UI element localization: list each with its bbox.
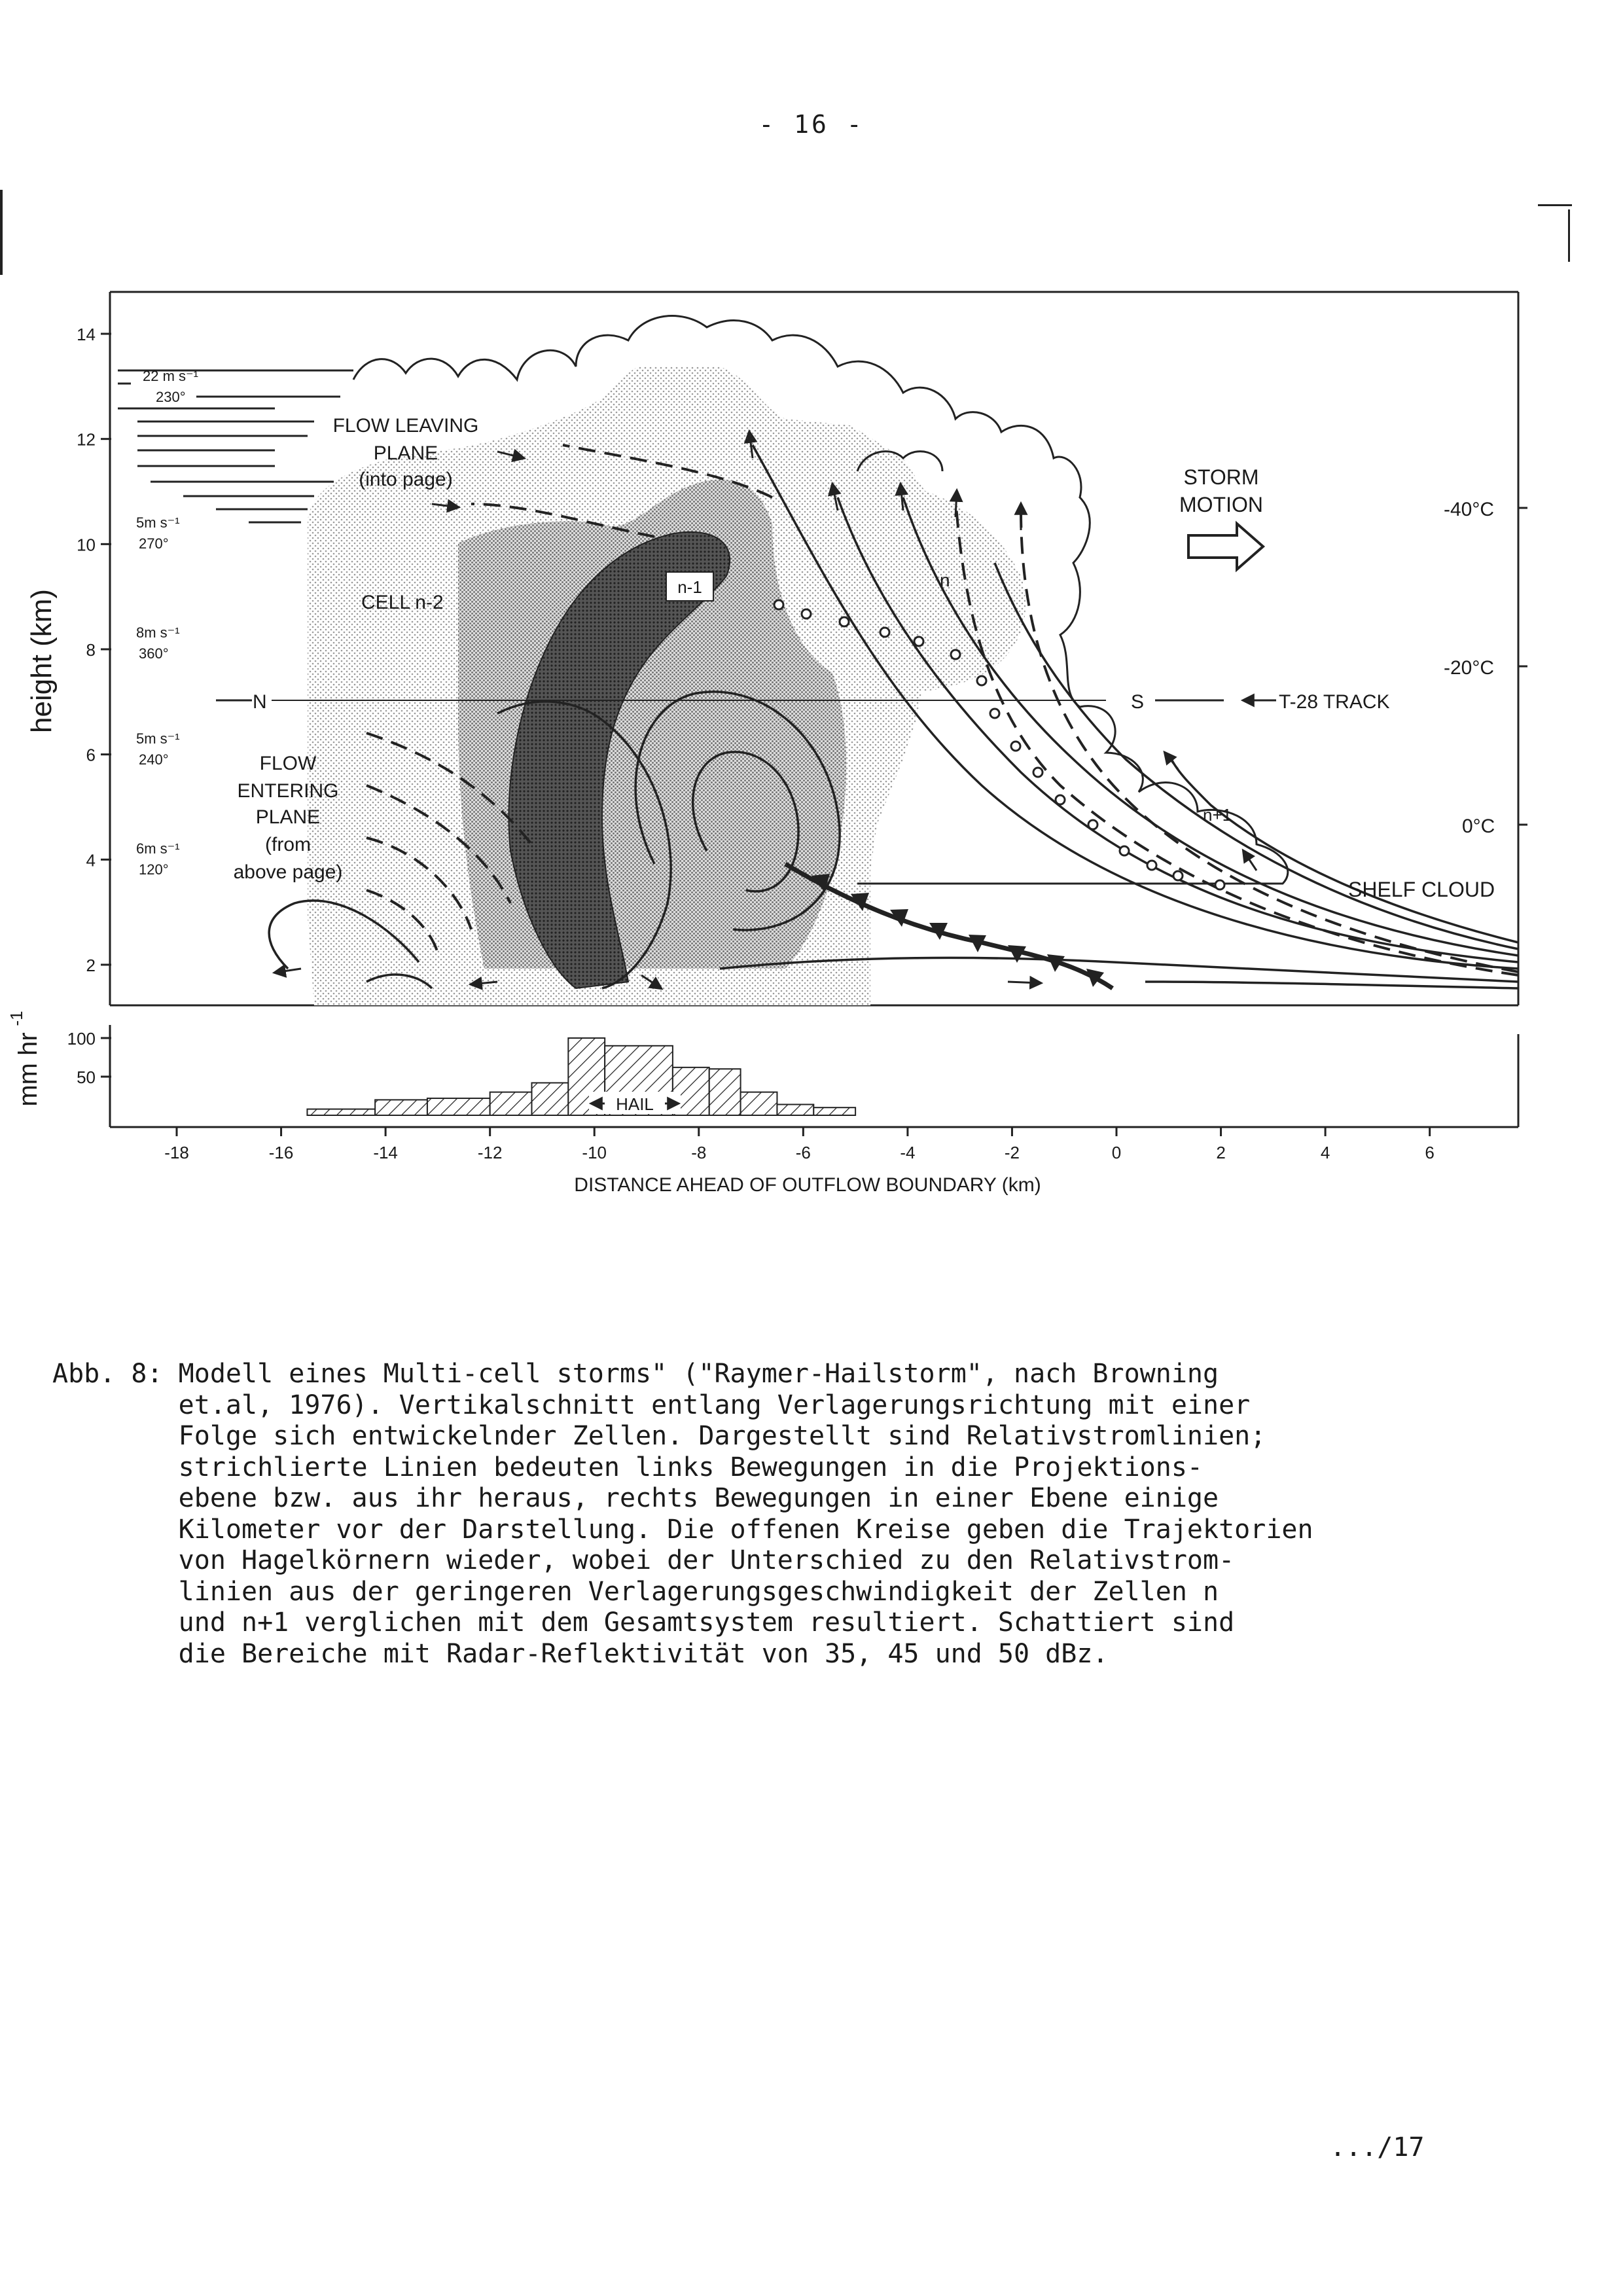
flow-entering-line-5: above page)	[233, 861, 343, 883]
distance-tick-label: 4	[1320, 1143, 1330, 1162]
storm-motion-arrow	[1188, 524, 1263, 569]
cell-n-label: n	[940, 570, 950, 590]
wind-5-speed: 6m s⁻¹	[136, 840, 180, 857]
distance-tick-label: -18	[164, 1143, 189, 1162]
cell-n-plus-1-label: n+1	[1203, 805, 1232, 825]
distance-tick-label: -2	[1004, 1143, 1020, 1162]
histogram-bar-10	[777, 1104, 813, 1115]
distance-axis	[164, 1127, 1435, 1162]
histogram-bar-9	[741, 1092, 777, 1115]
storm-motion-line-2: MOTION	[1179, 493, 1263, 516]
caption-body: Modell eines Multi-cell storms" ("Raymer-Hailstorm", nach Browning et.al, 1976). Vertikalschnitt entlang Verlagerungsrichtung mit einer Folge sich entwickelnder Zellen. Dargestellt sind Relativstromlinien; strichlierte Linien bedeuten links Bewegungen in die Projektions- ebene bzw. aus ihr heraus, rechts Bewegungen in einer Ebene einige Kilometer vor der Darstellung. Die offenen Kreise geben die Trajektorien von Hagelkörnern wieder, wobei der Unterschied zu den Relativstrom- linien aus der geringeren Verlagerungsgeschwindigkeit der Zellen n und n+1 verglichen mit dem Gesamtsystem resultiert. Schattiert sind die Bereiche mit Radar-Reflektivität von 35, 45 und 50 dBz.	[178, 1359, 1313, 1669]
temperature-ticks	[1518, 508, 1527, 825]
histogram-bar-2	[427, 1098, 490, 1115]
hail-circle	[977, 676, 986, 685]
hail-marker	[589, 1092, 681, 1114]
distance-tick-label: 2	[1216, 1143, 1226, 1162]
hail-circle	[1215, 880, 1224, 889]
hail-circle	[990, 709, 999, 718]
distance-tick-label: -10	[582, 1143, 607, 1162]
hail-circle	[774, 600, 783, 609]
histogram-bar-0	[307, 1109, 375, 1115]
height-tick-label: 4	[86, 850, 96, 870]
height-tick-label: 6	[86, 745, 96, 765]
precip-axis-exponent: -1	[7, 1011, 26, 1026]
precip-tick-label: 100	[67, 1029, 96, 1049]
height-tick-label: 2	[86, 956, 96, 975]
continuation-reference: .../17	[1330, 2132, 1425, 2162]
height-axis	[77, 325, 111, 975]
wind-1-speed: 22 m s⁻¹	[143, 368, 198, 384]
hail-circle	[1173, 871, 1183, 880]
hail-circle	[840, 617, 849, 626]
hail-circle	[880, 628, 889, 637]
flow-entering-line-3: PLANE	[255, 806, 321, 828]
height-tick-label: 14	[77, 325, 96, 344]
histogram-bar-4	[531, 1083, 568, 1115]
hail-circle	[1088, 820, 1097, 829]
height-axis-label: height (km)	[26, 588, 58, 734]
cell-n1-label: n-1	[677, 577, 702, 597]
distance-tick-label: -6	[795, 1143, 811, 1162]
hail-circle	[1056, 795, 1065, 804]
t28-track-label: T-28 TRACK	[1279, 691, 1390, 713]
distance-axis-label: DISTANCE AHEAD OF OUTFLOW BOUNDARY (km)	[574, 1174, 1041, 1196]
distance-tick-label: 0	[1111, 1143, 1122, 1162]
wind-3-dir: 360°	[139, 645, 169, 662]
hail-label: HAIL	[616, 1094, 654, 1114]
caption-label: Abb. 8:	[52, 1359, 163, 1389]
cell-n2-label: CELL n-2	[361, 592, 444, 613]
height-tick-label: 12	[77, 429, 96, 450]
distance-tick-label: 6	[1425, 1143, 1435, 1162]
flow-entering-line-4: (from	[265, 834, 311, 855]
shelf-cloud-label: SHELF CLOUD	[1348, 878, 1495, 901]
hail-circle	[802, 609, 811, 619]
flow-leaving-line-2: PLANE	[373, 442, 438, 464]
distance-tick-label: -4	[900, 1143, 916, 1162]
wind-1-dir: 230°	[156, 389, 186, 405]
distance-tick-label: -8	[691, 1143, 707, 1162]
precip-axis-label: mm hr	[14, 1032, 43, 1107]
hail-circle	[1147, 861, 1156, 870]
flow-leaving-line-3: (into page)	[359, 469, 453, 490]
wind-5-dir: 120°	[139, 861, 169, 878]
wind-4-speed: 5m s⁻¹	[136, 730, 180, 747]
wind-2-speed: 5m s⁻¹	[136, 514, 180, 531]
distance-tick-label: -12	[477, 1143, 503, 1162]
wind-4-dir: 240°	[139, 751, 169, 768]
histogram-bar-3	[490, 1092, 532, 1115]
hail-circle	[1120, 846, 1129, 855]
hail-circle	[1011, 742, 1020, 751]
precip-tick-label: 50	[77, 1067, 96, 1087]
hail-circle	[951, 650, 960, 659]
histogram-bar-8	[709, 1069, 741, 1115]
north-label: N	[253, 691, 267, 713]
wind-2-dir: 270°	[139, 535, 169, 552]
histogram-bar-11	[813, 1107, 855, 1115]
flow-entering-line-1: FLOW	[259, 753, 317, 774]
wind-3-speed: 8m s⁻¹	[136, 624, 180, 641]
south-label: S	[1131, 691, 1145, 713]
temp-minus-40: -40°C	[1444, 499, 1495, 520]
distance-tick-label: -16	[268, 1143, 294, 1162]
precip-histogram-bars	[307, 1038, 855, 1115]
height-tick-label: 10	[77, 535, 96, 555]
histogram-bar-1	[375, 1100, 427, 1115]
precip-axis	[67, 1029, 111, 1087]
storm-motion-line-1: STORM	[1183, 465, 1259, 489]
figure-caption	[52, 1359, 1571, 1670]
page-number: - 16 -	[758, 110, 865, 139]
temp-zero: 0°C	[1462, 816, 1495, 837]
hail-circle	[1033, 768, 1043, 777]
height-tick-label: 8	[86, 640, 96, 660]
hail-circle	[914, 637, 923, 646]
flow-leaving-line-1: FLOW LEAVING	[332, 415, 479, 437]
temp-minus-20: -20°C	[1444, 657, 1495, 679]
flow-entering-line-2: ENTERING	[237, 780, 339, 802]
distance-tick-label: -14	[373, 1143, 398, 1162]
